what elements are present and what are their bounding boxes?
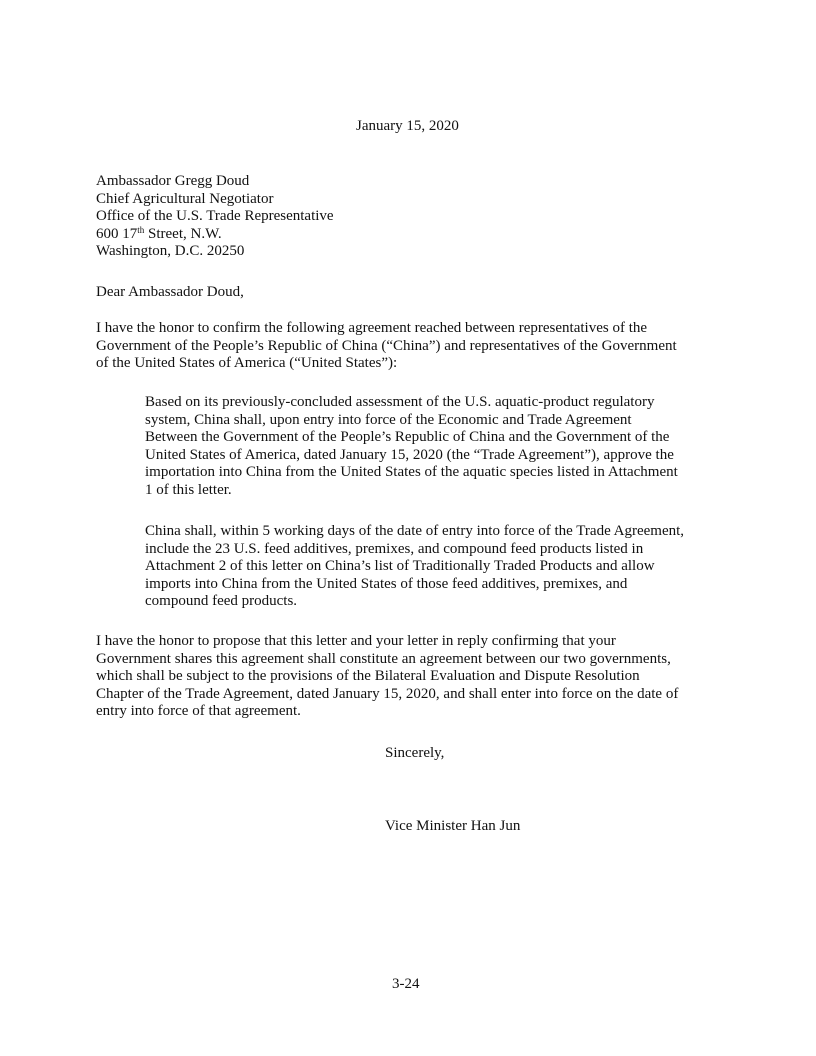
letter-date: January 15, 2020 <box>356 118 459 134</box>
paragraph-line: 1 of this letter. <box>145 481 232 498</box>
paragraph-line: China shall, within 5 working days of the date of entry into force of the Trade Agreement, <box>145 523 685 539</box>
paragraph-line: Chapter of the Trade Agreement, dated January 15, 2020, and shall enter into force on the date of <box>96 685 679 702</box>
aquatic-product-paragraph <box>145 394 729 500</box>
paragraph-line: compound feed products. <box>145 593 298 610</box>
proposal-paragraph <box>96 633 724 721</box>
paragraph-line: imports into China from the United States of those feed additives, premixes, and <box>145 575 628 592</box>
paragraph-line: system, China shall, upon entry into force of the Economic and Trade Agreement <box>145 411 632 428</box>
street-name: Street, N.W. <box>144 225 222 242</box>
paragraph-line: which shall be subject to the provisions of the Bilateral Evaluation and Dispute Resolution <box>96 668 640 685</box>
paragraph-line: importation into China from the United States of the aquatic species listed in Attachment <box>145 464 678 481</box>
complimentary-close: Sincerely, <box>385 745 445 761</box>
recipient-name: Ambassador Gregg Doud <box>96 173 250 189</box>
recipient-office: Office of the U.S. Trade Representative <box>96 208 334 225</box>
paragraph-line: Government shares this agreement shall constitute an agreement between our two governments, <box>96 650 671 667</box>
paragraph-line: of the United States of America (“United States”): <box>96 355 398 372</box>
street-ordinal-suffix: th <box>137 224 145 235</box>
paragraph-line: United States of America, dated January 15, 2020 (the “Trade Agreement”), approve the <box>145 446 674 463</box>
recipient-city: Washington, D.C. 20250 <box>96 243 245 260</box>
page-number: 3-24 <box>392 976 420 992</box>
paragraph-line: I have the honor to confirm the following agreement reached between representatives of the <box>96 320 648 336</box>
paragraph-line: Attachment 2 of this letter on China’s list of Traditionally Traded Products and allow <box>145 558 655 575</box>
feed-additives-paragraph <box>145 523 729 611</box>
paragraph-line: include the 23 U.S. feed additives, premixes, and compound feed products listed in <box>145 540 644 557</box>
opening-paragraph <box>96 320 724 373</box>
signatory-name: Vice Minister Han Jun <box>385 818 521 834</box>
recipient-street <box>96 226 334 244</box>
paragraph-line: Between the Government of the People’s Republic of China and the Government of the <box>145 429 670 446</box>
street-number: 600 17 <box>96 225 138 242</box>
recipient-address-block <box>96 173 334 261</box>
paragraph-line: entry into force of that agreement. <box>96 703 301 720</box>
paragraph-line: Based on its previously-concluded assessment of the U.S. aquatic-product regulatory <box>145 394 655 410</box>
paragraph-line: Government of the People’s Republic of China (“China”) and representatives of the Government <box>96 337 677 354</box>
salutation: Dear Ambassador Doud, <box>96 284 244 300</box>
paragraph-line: I have the honor to propose that this letter and your letter in reply confirming that your <box>96 633 616 649</box>
recipient-title: Chief Agricultural Negotiator <box>96 190 274 207</box>
